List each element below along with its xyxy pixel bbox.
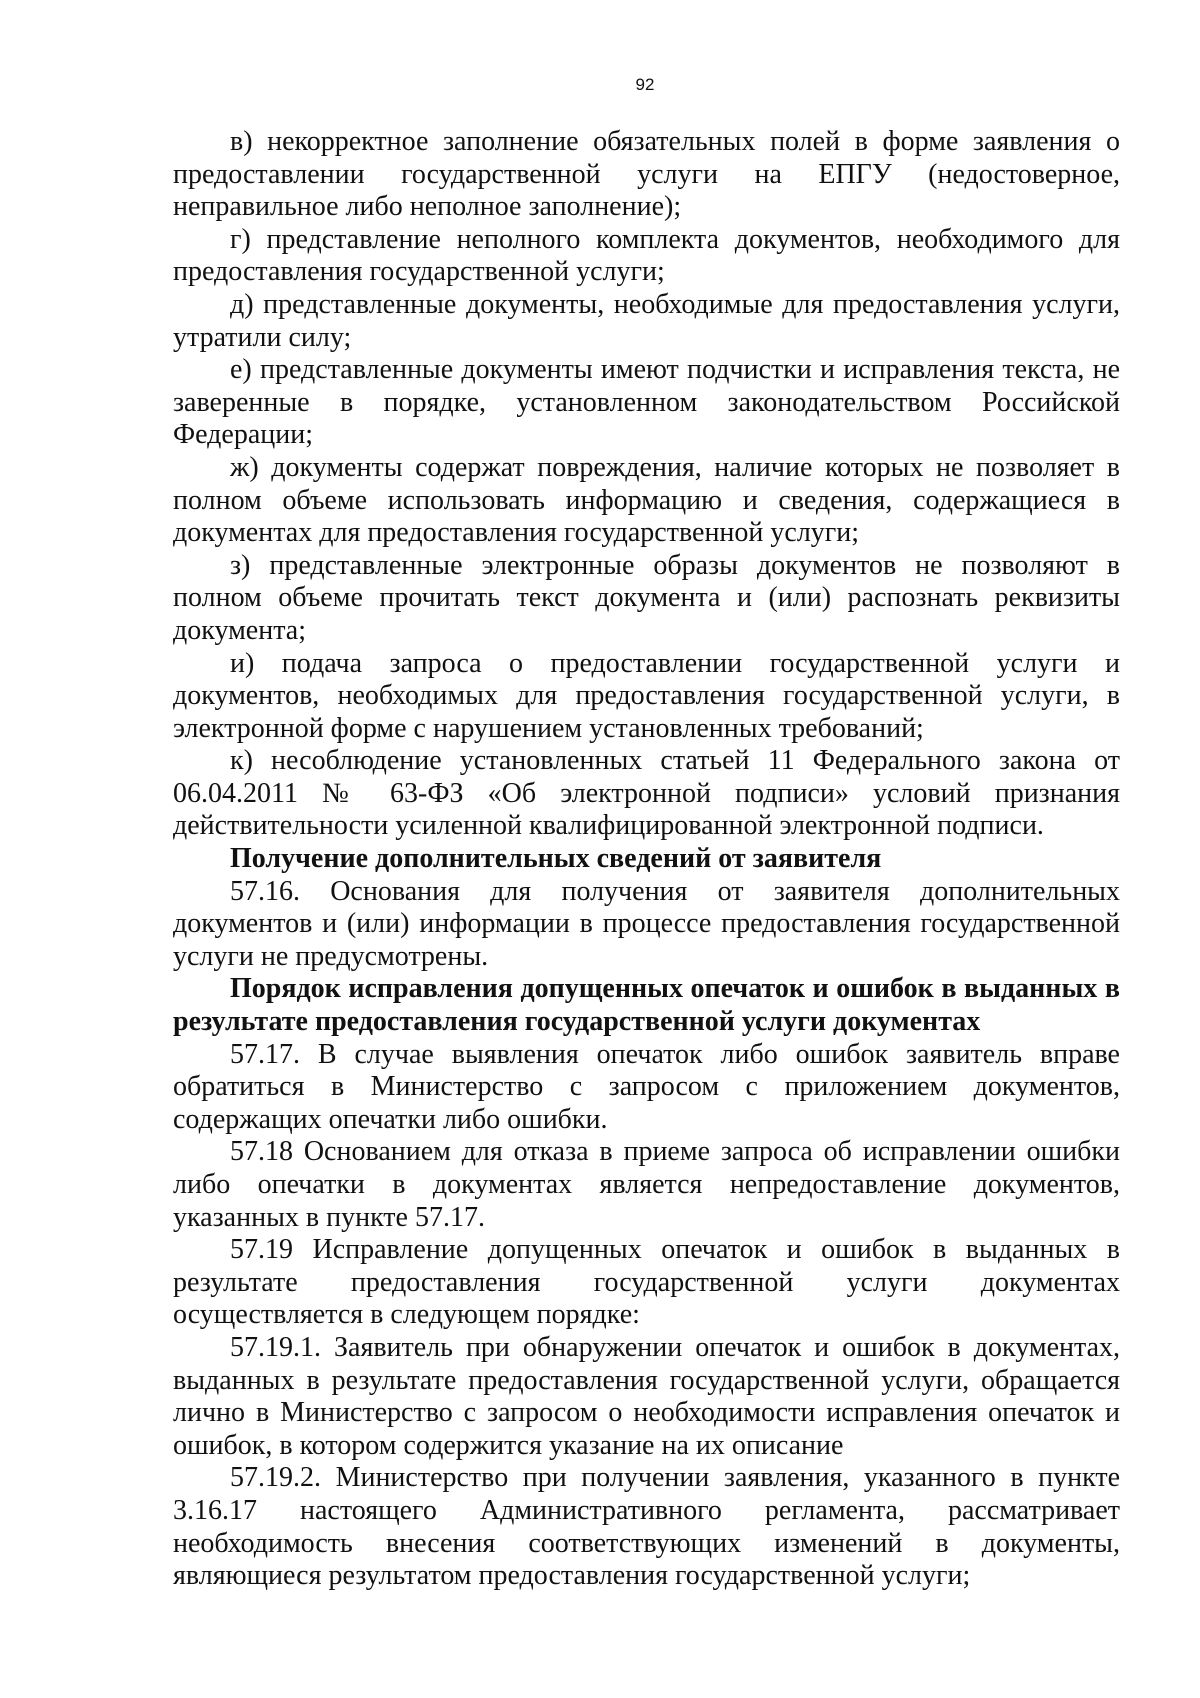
paragraph-57-18: 57.18 Основанием для отказа в приеме запроса об исправлении ошибки либо опечатки в документах является непредоставление документов, указанных в пункте 57.17. (173, 1136, 1120, 1233)
document-body (173, 126, 1120, 1593)
list-item-zh: ж) документы содержат повреждения, наличие которых не позволяет в полном объеме использовать информацию и сведения, содержащиеся в документах для предоставления государственной услуги; (173, 451, 1120, 549)
list-item-d: д) представленные документы, необходимые для предоставления услуги, утратили силу; (173, 288, 1120, 353)
list-item-g: г) представление неполного комплекта документов, необходимого для предоставления государственной услуги; (173, 223, 1120, 288)
section-heading-error-correction: Порядок исправления допущенных опечаток и ошибок в выданных в результате предоставления государственной услуги документах (173, 973, 1120, 1038)
list-item-k: к) несоблюдение установленных статьей 11 Федерального закона от 06.04.2011 № 63-ФЗ «Об электронной подписи» условий признания действительности усиленной квалифицированной электронной подписи. (173, 745, 1120, 842)
page-number: 92 (635, 75, 655, 94)
section-heading-additional-info: Получение дополнительных сведений от заявителя (230, 843, 882, 875)
list-item-i: и) подача запроса о предоставлении государственной услуги и документов, необходимых для предоставления государственной услуги, в электронной форме с нарушением установленных требований; (173, 647, 1120, 744)
paragraph-57-19-2: 57.19.2. Министерство при получении заявления, указанного в пункте 3.16.17 настоящего Административного регламента, рассматривает необходимость внесения соответствующих изменений в документы, являющиеся результатом предоставления государственной услуги; (173, 1462, 1120, 1592)
paragraph-57-19: 57.19 Исправление допущенных опечаток и ошибок в выданных в результате предоставления государственной услуги документах осуществляется в следующем порядке: (173, 1234, 1120, 1331)
paragraph-57-16: 57.16. Основания для получения от заявителя дополнительных документов и (или) информации в процессе предоставления государственной услуги не предусмотрены. (173, 875, 1120, 972)
list-item-e: е) представленные документы имеют подчистки и исправления текста, не заверенные в порядке, установленном законодательством Российской Федерации; (173, 354, 1120, 451)
paragraph-57-19-1: 57.19.1. Заявитель при обнаружении опечаток и ошибок в документах, выданных в результате предоставления государственной услуги, обращается лично в Министерство с запросом о необходимости исправления опечаток и ошибок, в котором содержится указание на их описание (173, 1331, 1120, 1461)
list-item-z: з) представленные электронные образы документов не позволяют в полном объеме прочитать текст документа и (или) распознать реквизиты документа; (173, 549, 1120, 646)
list-item-v: в) некорректное заполнение обязательных полей в форме заявления о предоставлении государственной услуги на ЕПГУ (недостоверное, неправильное либо неполное заполнение); (173, 126, 1120, 223)
paragraph-57-17: 57.17. В случае выявления опечаток либо ошибок заявитель вправе обратиться в Министерство с запросом с приложением документов, содержащих опечатки либо ошибки. (173, 1038, 1120, 1135)
